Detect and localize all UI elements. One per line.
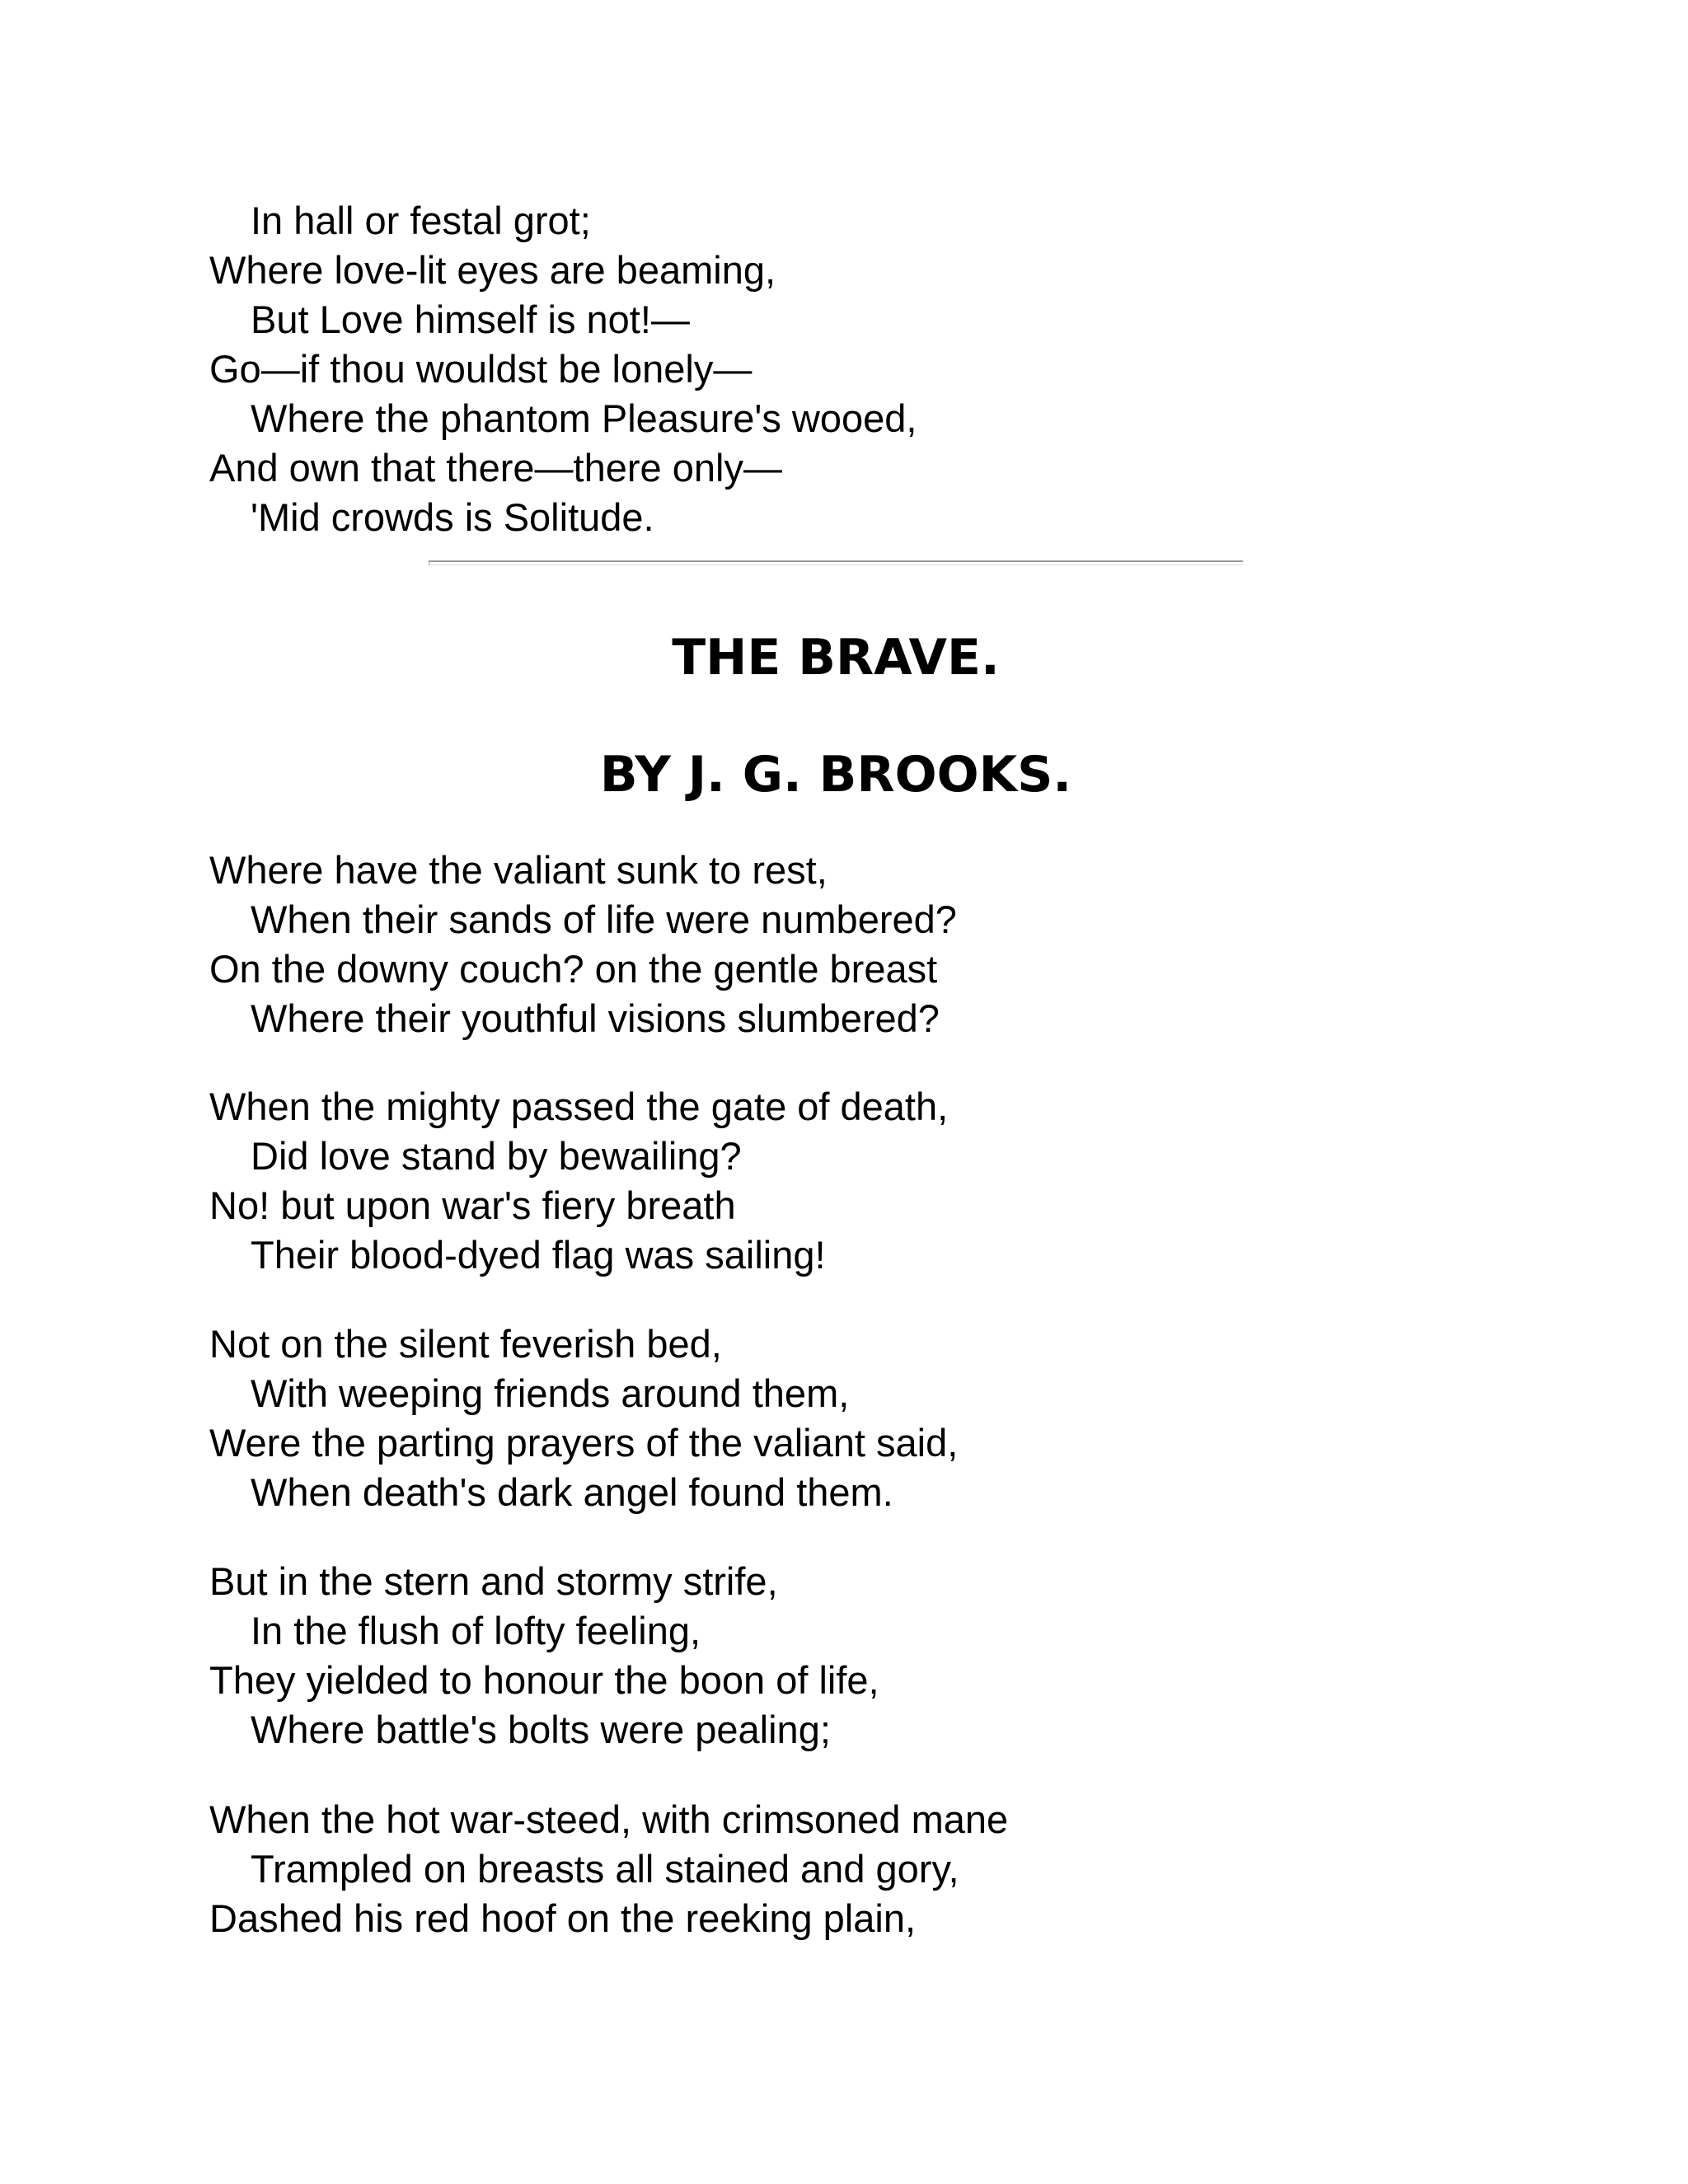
poem-title: THE BRAVE. <box>672 629 1000 687</box>
verse-line: Not on the silent feverish bed, <box>209 1322 722 1366</box>
verse-line: With weeping friends around them, <box>251 1371 850 1415</box>
verse-line: Did love stand by bewailing? <box>251 1134 742 1178</box>
verse-line: They yielded to honour the boon of life, <box>209 1658 879 1702</box>
previous-poem-ending <box>209 196 917 542</box>
stanza <box>209 1082 948 1280</box>
verse-line: 'Mid crowds is Solitude. <box>251 495 654 539</box>
verse-line: Dashed his red hoof on the reeking plain, <box>209 1896 917 1940</box>
verse-line: Where have the valiant sunk to rest, <box>209 848 828 892</box>
horizontal-rule <box>429 560 1243 565</box>
verse-line: Where their youthful visions slumbered? <box>251 996 940 1040</box>
verse-line: But in the stern and stormy strife, <box>209 1559 778 1603</box>
verse-line: No! but upon war's fiery breath <box>209 1183 736 1227</box>
verse-line: Were the parting prayers of the valiant said, <box>209 1421 959 1465</box>
verse-line: On the downy couch? on the gentle breast <box>209 947 938 991</box>
verse-line: But Love himself is not!— <box>251 298 690 341</box>
poem-byline: BY J. G. BROOKS. <box>599 746 1072 804</box>
verse-line: Trampled on breasts all stained and gory, <box>251 1847 959 1891</box>
verse-line: In the flush of lofty feeling, <box>251 1609 701 1652</box>
verse-line: And own that there—there only— <box>209 446 782 490</box>
verse-line: Go—if thou wouldst be lonely— <box>209 347 753 391</box>
stanza <box>209 846 957 1043</box>
verse-line: When the mighty passed the gate of death, <box>209 1085 949 1128</box>
stanza <box>209 1319 958 1517</box>
verse-line: In hall or festal grot; <box>251 199 591 242</box>
verse-line: When death's dark angel found them. <box>251 1470 893 1514</box>
verse-line: Where love-lit eyes are beaming, <box>209 248 776 292</box>
stanza <box>209 1557 879 1755</box>
verse-line: When the hot war-steed, with crimsoned mane <box>209 1797 1009 1841</box>
stanza <box>209 1795 1008 1943</box>
verse-line: When their sands of life were numbered? <box>251 898 957 941</box>
verse-line: Where the phantom Pleasure's wooed, <box>251 396 917 440</box>
verse-line: Where battle's bolts were pealing; <box>251 1708 831 1751</box>
verse-line: Their blood-dyed flag was sailing! <box>251 1233 826 1277</box>
